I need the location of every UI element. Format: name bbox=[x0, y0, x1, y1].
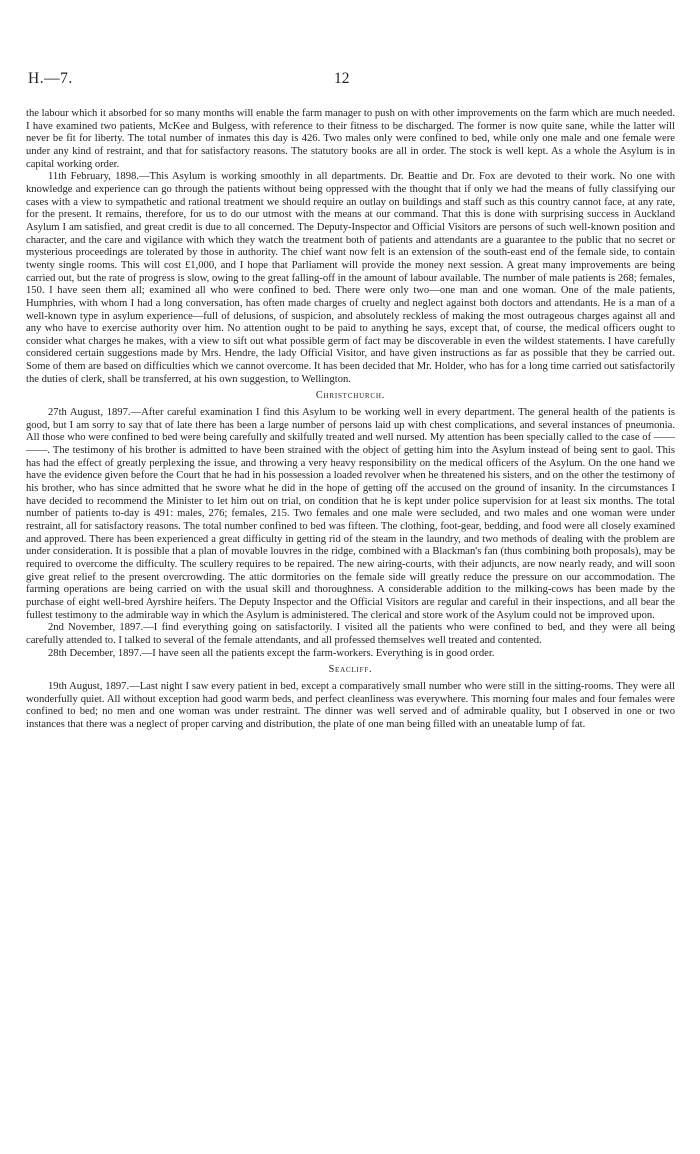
paragraph-seacliff-aug-1897: 19th August, 1897.—Last night I saw every patient in bed, except a comparatively small number who were still in the sitting-rooms. They were all wonderfully quiet. All without exception had good warm beds, and perfect cleanliness was everywhere. This morning four males and four females were confined to bed; no men and one woman was under restraint. The dinner was well served and of admirable quality, but I observed in one or two instances that there was a neglect of proper carving and distribution, the plate of one man being filled with an uneatable lump of fat. bbox=[26, 680, 675, 730]
paragraph-christchurch-dec-1897: 28th December, 1897.—I have seen all the patients except the farm-workers. Everything is in good order. bbox=[48, 647, 495, 659]
page-header bbox=[26, 70, 675, 94]
document-body bbox=[26, 108, 675, 732]
paragraph-christchurch-nov-1897: 2nd November, 1897.—I find everything going on satisfactorily. I visited all the patients who were confined to bed, and they were all being carefully attended to. I talked to several of the female attendants, and all professed themselves well treated and contented. bbox=[26, 622, 675, 646]
section-heading-christchurch: Christchurch. bbox=[315, 390, 386, 402]
continued-paragraph: the labour which it absorbed for so many months will enable the farm manager to push on with other improvements on the farm which are much needed. I have examined two patients, McKee and Bulgess, with reference to their fitness to be discharged. The former is now quite sane, while the latter will never be fit for liberty. The total number of inmates this day is 426. Two males only were confined to bed, while only one male and one female were under any kind of restraint, and that for satisfactory reasons. The statutory books are all in order. The stock is well kept. As a whole the Asylum is in capital working order. bbox=[26, 108, 675, 170]
paragraph-auckland-feb-1898: 11th February, 1898.—This Asylum is working smoothly in all departments. Dr. Beattie and Dr. Fox are devoted to their work. No one with knowledge and experience can go through the patients without being oppressed with the thought that if only we had the means of fully classifying our cases with a view to sympathetic and rational treatment we should require an outlay on buildings and staff such as this country cannot face, at any rate, for the present. It remains, therefore, for us to do our utmost with the means at our command. That this is done with surprising success in Auckland Asylum I am satisfied, and great credit is due to all concerned. The Deputy-Inspector and Official Visitors are persons of such well-known position and character, and the care and vigilance with which they watch the treatment both of patients and attendants are a guarantee to the public that no secret or mysterious proceedings are tolerated by those in authority. The chief want now felt is an extension of the south-east end of the female side, to contain twenty single rooms. This will cost £1,000, and I hope that Parliament will provide the money next session. A great many improvements are being carried out, but the rate of progress is slow, owing to the great falling-off in the amount of labour available. The number of male patients is 268; females, 150. I have seen them all; examined all who were confined to bed. There were only two—one man and one woman. One of the male patients, Humphries, with whom I had a long conversation, has often made charges of cruelty and neglect against both doctors and attendants. He is a man of a well-known type in asylum experience—full of delusions, of suspicion, and absolutely reckless of making the most outrageous charges against all and any who have to exercise authority over him. No attention ought to be paid to anything he says, except that, of course, the medical officers ought to consider what charges he makes, with a view to sift out what possible germ of fact may be discoverable in even the wildest statements. I have carefully considered certain suggestions made by Mrs. Hendre, the lady Official Visitor, and have given instructions as far as possible that they be carried out. Some of them are based on difficulties which we cannot overcome. It has been decided that Mr. Holder, who has for a long time carried out satisfactorily the duties of clerk, shall be transferred, at his own suggestion, to Wellington. bbox=[26, 171, 675, 385]
document-reference: H.—7. bbox=[28, 70, 73, 87]
page-number: 12 bbox=[334, 70, 350, 87]
paragraph-christchurch-aug-1897: 27th August, 1897.—After careful examination I find this Asylum to be working well in every department. The general health of the patients is good, but I am sorry to say that of late there has been a large number of persons laid up with chest complications, and several instances of pneumonia. All those who were confined to bed were being carefully and skilfully treated and well nursed. My attention has been specially called to the case of —— ——. The testimony of his brother is admitted to have been strained with the object of getting him into the Asylum instead of being sent to gaol. This has had the effect of greatly perplexing the issue, and throwing a very heavy responsibility on the medical officers of the Asylum. On the one hand we have the evidence given before the Court that he had in his possession a loaded revolver when he threatened his sisters, and on the other the testimony of his brother, who has since admitted that he swore what he did in the hope of getting off the accused on the ground of insanity. In the circumstances I have decided to recommend the Minister to let him out on trial, on condition that he is kept under police supervision for at least six months. The total number of patients to-day is 491: males, 276; females, 215. Two females and one male were secluded, and two males and one woman were under restraint, all for satisfactory reasons. The total number confined to bed was fifteen. The clothing, foot-gear, bedding, and food were all closely examined and approved. There has been experienced a great difficulty in getting rid of the steam in the laundry, and two methods of dealing with the problem are under consideration. It is possible that a plan of movable louvres in the ridge, combined with a Blackman's fan (thus combining both proposals), may be required to overcome the difficulty. The scullery requires to be repaired. The new airing-courts, with their adjuncts, are now nearly ready, and will soon give great relief to the present overcrowding. The attic dormitories on the female side will greatly reduce the pressure on our accommodation. The farming operations are being carried on with the usual skill and thoroughness. A considerable addition to the milking-cows has been made by the purchase of eight well-bred Ayrshire heifers. The Deputy Inspector and the Official Visitors are regular and careful in their inspections, and all bear the fullest testimony to the admirable way in which the Asylum is administered. The clerical and store work of the Asylum could not be improved upon. bbox=[26, 407, 675, 621]
section-heading-seacliff: Seacliff. bbox=[328, 664, 373, 676]
